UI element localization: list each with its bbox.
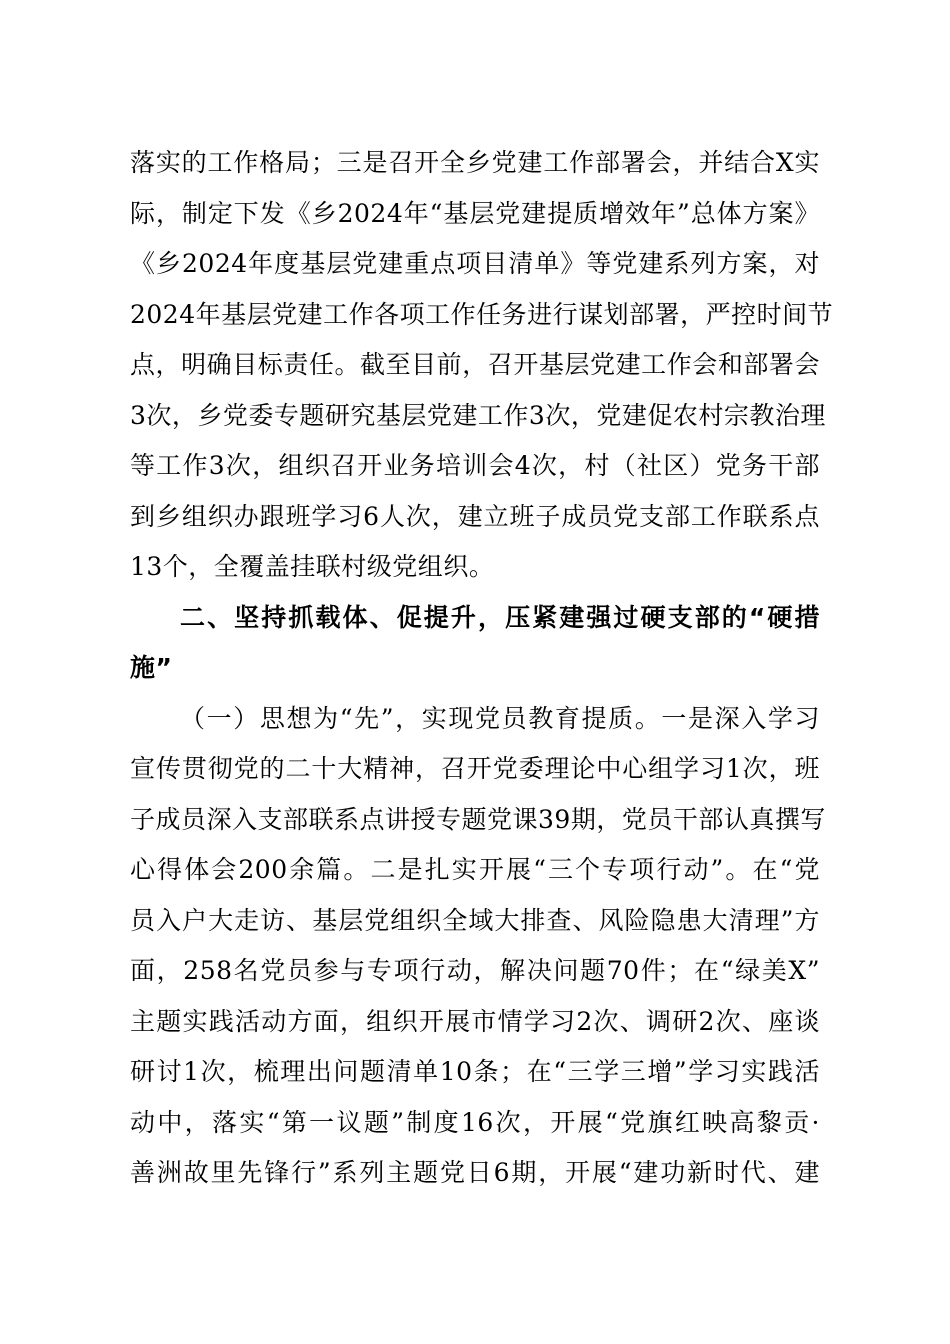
body-line-14: 子成员深入支部联系点讲授专题党课39期，党员干部认真撰写 [130,804,826,834]
body-line-16: 员入户大走访、基层党组织全域大排查、风险隐患大清理”方 [130,905,820,935]
body-line-20: 动中，落实“第一议题”制度16次，开展“党旗红映高黎贡· [130,1107,820,1137]
document-body [130,138,834,1199]
body-line-6: 3次，乡党委专题研究基层党建工作3次，党建促农村宗教治理 [130,400,826,430]
section-heading-line-1: 二、坚持抓载体、促提升，压紧建强过硬支部的“硬措 [180,602,820,632]
body-line-17: 面，258名党员参与专项行动，解决问题70件；在“绿美X” [130,956,820,985]
body-line-9: 13个，全覆盖挂联村级党组织。 [130,552,495,581]
body-line-8: 到乡组织办跟班学习6人次，建立班子成员党支部工作联系点 [130,501,820,531]
body-line-3: 《乡2024年度基层党建重点项目清单》等党建系列方案，对 [130,249,820,278]
section-heading-line-2: 施” [130,653,173,682]
body-line-7: 等工作3次，组织召开业务培训会4次，村（社区）党务干部 [130,451,820,480]
body-line-1: 落实的工作格局；三是召开全乡党建工作部署会，并结合X实 [130,148,820,177]
body-line-4: 2024年基层党建工作各项工作任务进行谋划部署，严控时间节 [130,299,834,329]
body-line-5: 点，明确目标责任。截至目前，召开基层党建工作会和部署会 [130,350,820,379]
body-line-21: 善洲故里先锋行”系列主题党日6期，开展“建功新时代、建 [130,1158,820,1187]
subsection-line-1: （一）思想为“先”，实现党员教育提质。一是深入学习 [180,703,820,733]
body-line-2: 际，制定下发《乡2024年“基层党建提质增效年”总体方案》 [130,198,820,228]
body-line-18: 主题实践活动方面，组织开展市情学习2次、调研2次、座谈 [130,1006,820,1036]
body-line-15: 心得体会200余篇。二是扎实开展“三个专项行动”。在“党 [130,855,820,884]
body-line-13: 宣传贯彻党的二十大精神，召开党委理论中心组学习1次，班 [130,754,820,783]
body-line-19: 研讨1次，梳理出问题清单10条；在“三学三增”学习实践活 [130,1057,820,1086]
